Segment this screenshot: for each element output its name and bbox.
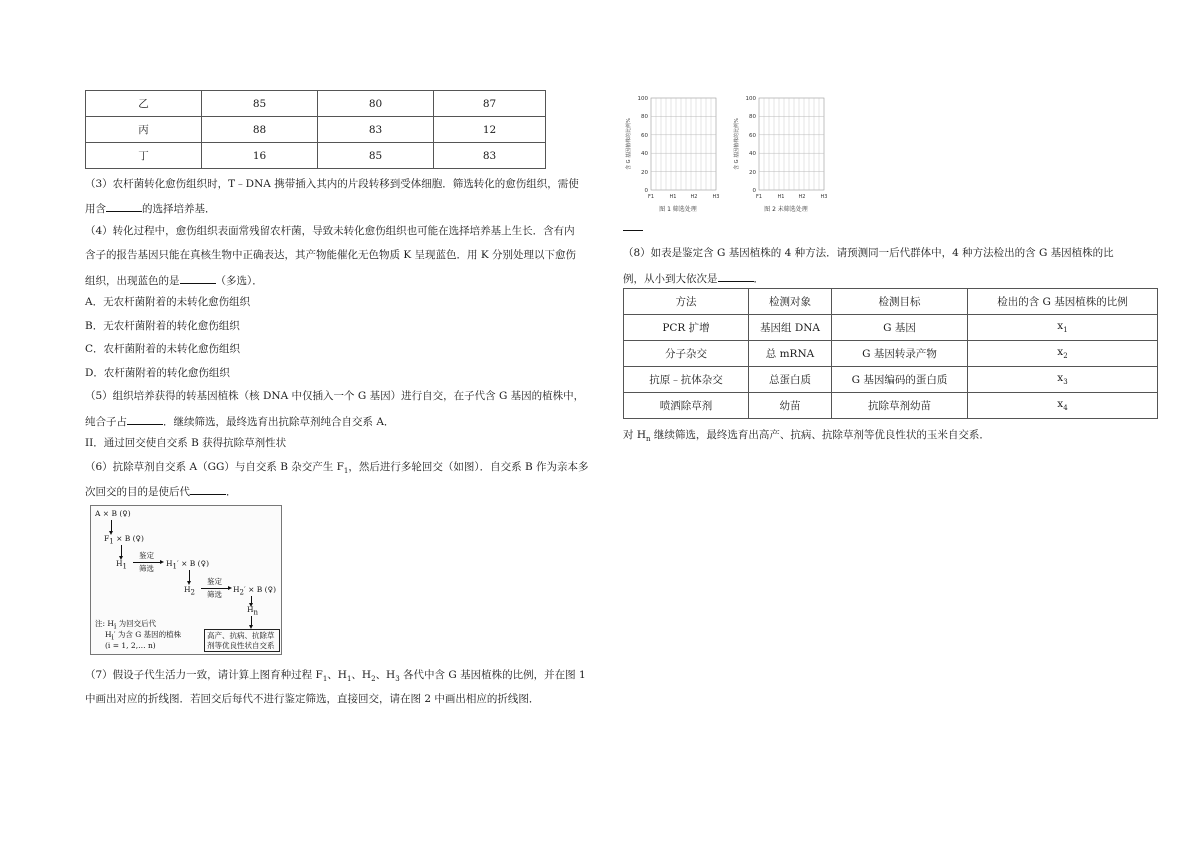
label: ′: [113, 630, 116, 639]
table-row: [624, 367, 1158, 393]
answer-blank: [190, 483, 226, 495]
y-tick-label: 100: [637, 96, 648, 102]
label: H: [233, 585, 240, 594]
subscript: 1: [109, 537, 114, 546]
result-box: [204, 629, 280, 652]
label: × B (♀): [245, 585, 277, 594]
y-tick-label: 60: [749, 133, 756, 139]
label: H: [247, 605, 254, 614]
subscript: 2: [190, 588, 196, 597]
label: × B (♀): [178, 559, 210, 568]
variable: x: [1057, 320, 1064, 333]
final-paragraph: [623, 428, 990, 446]
x-tick-label: H3: [820, 194, 828, 200]
method-table: [623, 288, 1158, 419]
chart-grid: [651, 98, 716, 190]
q6-text: ，然后进行多轮回交（如图）．自交系 B 作为亲本多: [348, 461, 589, 473]
subscript: 3: [1063, 378, 1068, 387]
q5-text: ．继续筛选，最终选育出抗除草剂纯合自交系 A．: [163, 416, 395, 428]
table-cell: 88: [202, 117, 318, 143]
result-text: 高产、抗病、抗除草: [207, 631, 275, 640]
table-cell: 16: [202, 143, 318, 169]
table-row: [86, 91, 546, 117]
screen-label: 筛选: [207, 590, 222, 599]
subscript: 4: [1063, 404, 1068, 413]
table-cell: 83: [434, 143, 546, 169]
table-cell: 80: [318, 91, 434, 117]
y-tick-label: 40: [749, 151, 756, 157]
table-cell: 丙: [86, 117, 202, 143]
right-arrow: [201, 588, 229, 589]
label: 注: H: [95, 619, 114, 628]
table-cell: [968, 315, 1158, 341]
q7-text: 各代中含 G 基因植株的比例，并在图 1: [399, 669, 586, 681]
q4-text: 组织，出现蓝色的是: [85, 275, 180, 287]
table-cell: 丁: [86, 143, 202, 169]
x-tick-label: H3: [712, 194, 720, 200]
q4-line2: 含子的报告基因只能在真核生物中正确表达，其产物能催化无色物质 K 呈现蓝色．用 K 分别处理以下愈伤: [85, 249, 577, 261]
result-text: 剂等优良性状自交系: [207, 641, 275, 650]
table-cell: 分子杂交: [624, 341, 749, 367]
table-cell: 12: [434, 117, 546, 143]
q7-text: 、H: [375, 669, 396, 681]
final-text: 继续筛选，最终选育出高产、抗病、抗除草剂等优良性状的玉米自交系．: [650, 429, 990, 441]
table-cell: 总 mRNA: [749, 341, 832, 367]
answer-blank: [180, 272, 216, 284]
q7-text: 、H: [351, 669, 372, 681]
table-cell: 乙: [86, 91, 202, 117]
table-cell: 抗除草剂幼苗: [832, 393, 968, 419]
subscript: 1: [343, 467, 349, 476]
down-arrow: [251, 596, 252, 604]
answer-blank: [718, 270, 754, 282]
diagram-note: (i = 1, 2,… n): [105, 641, 156, 650]
table-cell: 总蛋白质: [749, 367, 832, 393]
label: H: [116, 559, 123, 568]
subscript: 1: [122, 562, 128, 571]
q3-text: 的选择培养基．: [142, 203, 216, 215]
label: ′: [177, 559, 179, 568]
option-a: A．无农杆菌附着的未转化愈伤组织: [85, 296, 251, 308]
label: × B (♀): [113, 534, 144, 543]
table-cell: [968, 341, 1158, 367]
subscript: i: [113, 622, 117, 631]
subscript: 1: [322, 675, 328, 684]
blank-chart-2: [731, 92, 831, 216]
answer-blank: [127, 413, 163, 425]
diagram-cross-ab: A × B (♀): [95, 509, 131, 518]
diagram-f1: [104, 534, 144, 547]
result-table: [85, 90, 546, 169]
table-header-cell: 检测对象: [749, 289, 832, 315]
q8-text: 例，从小到大依次是: [623, 273, 718, 285]
q4-line1: （4）转化过程中，愈伤组织表面常残留农杆菌，导致未转化愈伤组织也可能在选择培养基上生长．含有内: [85, 225, 575, 237]
subscript: 2: [239, 588, 245, 597]
diagram-h2-prime: [233, 585, 276, 598]
diagram-h1: [116, 559, 127, 572]
chart-caption: 图 1 筛选处理: [659, 206, 697, 213]
blank-chart-1: [623, 92, 723, 216]
q8-line1: （8）如表是鉴定含 G 基因植株的 4 种方法．请预测同一后代群体中，4 种方法检出的含 G 基因植株的比: [623, 247, 1114, 259]
q8-text: ．: [753, 273, 764, 285]
subscript: 1: [346, 675, 352, 684]
label: F: [104, 534, 110, 543]
y-tick-label: 80: [641, 114, 648, 120]
x-tick-label: H1: [669, 194, 677, 200]
subscript: 2: [1063, 352, 1068, 361]
q7-text: （7）假设子代生活力一致，请计算上图育种过程 F: [85, 669, 323, 681]
screen-label: 筛选: [139, 564, 154, 573]
table-cell: 喷洒除草剂: [624, 393, 749, 419]
q6-text: 次回交的目的是使后代: [85, 486, 190, 498]
final-text: 对 H: [623, 429, 646, 441]
table-cell: 抗原﹣抗体杂交: [624, 367, 749, 393]
table-cell: [968, 367, 1158, 393]
table-row: [624, 315, 1158, 341]
y-tick-label: 0: [644, 188, 648, 194]
down-arrow: [251, 616, 252, 626]
table-header-cell: 方法: [624, 289, 749, 315]
y-tick-label: 60: [641, 133, 648, 139]
q3-text: 用含: [85, 203, 106, 215]
table-cell: G 基因: [832, 315, 968, 341]
q7-line1: [85, 668, 586, 686]
q3-line2: [85, 200, 216, 216]
table-row: [86, 143, 546, 169]
diagram-h2: [184, 585, 195, 598]
separator-dash: [623, 230, 643, 231]
option-c: C．农杆菌附着的未转化愈伤组织: [85, 343, 241, 355]
y-tick-label: 20: [749, 170, 756, 176]
table-cell: 基因组 DNA: [749, 315, 832, 341]
label: 为含 G 基因的植株: [115, 630, 182, 639]
q6-line1: [85, 460, 589, 478]
y-tick-label: 80: [749, 114, 756, 120]
label: ′: [244, 585, 246, 594]
table-header-row: [624, 289, 1158, 315]
table-cell: PCR 扩增: [624, 315, 749, 341]
y-tick-label: 0: [752, 188, 756, 194]
q7-text: 、H: [327, 669, 347, 681]
table-cell: [968, 393, 1158, 419]
chart-grid: [759, 98, 824, 190]
option-d: D．农杆菌附着的转化愈伤组织: [85, 367, 230, 379]
down-arrow: [121, 545, 122, 557]
table-header-cell: 检测目标: [832, 289, 968, 315]
label: H: [184, 585, 191, 594]
table-row: [624, 393, 1158, 419]
q5-line1: （5）组织培养获得的转基因植株（核 DNA 中仅插入一个 G 基因）进行自交，在子代含 G 基因的植株中，: [85, 390, 585, 402]
diagram-hn: [247, 605, 258, 618]
table-cell: 85: [202, 91, 318, 117]
variable: x: [1057, 398, 1064, 411]
diagram-h1-prime: [166, 559, 209, 572]
answer-blank: [106, 200, 142, 212]
table-cell: 87: [434, 91, 546, 117]
x-tick-label: F1: [647, 194, 655, 200]
q6-line2: [85, 483, 237, 499]
subscript: i: [111, 633, 114, 642]
subscript: n: [646, 435, 651, 444]
subscript: 1: [1063, 326, 1068, 335]
right-arrow: [133, 562, 161, 563]
x-tick-label: F1: [755, 194, 763, 200]
label: 为回交后代: [116, 619, 157, 628]
y-tick-label: 40: [641, 151, 648, 157]
variable: x: [1057, 372, 1064, 385]
table-row: [624, 341, 1158, 367]
q4-text: （多选）．: [215, 275, 263, 287]
table-cell: 83: [318, 117, 434, 143]
subscript: 1: [172, 562, 178, 571]
y-axis-label: 含 G 基因植株的比例%: [626, 118, 632, 170]
q5-text: 纯合子占: [85, 416, 127, 428]
table-header-cell: 检出的含 G 基因植株的比例: [968, 289, 1158, 315]
table-cell: G 基因转录产物: [832, 341, 968, 367]
y-tick-label: 20: [641, 170, 648, 176]
label: H: [166, 559, 173, 568]
q4-line3: [85, 272, 263, 288]
q7-line2: 中画出对应的折线图．若回交后每代不进行鉴定筛选，直接回交，请在图 2 中画出相应的折线图．: [85, 693, 540, 705]
down-arrow: [189, 570, 190, 582]
q6-text: ．: [226, 486, 237, 498]
subscript: n: [253, 608, 259, 617]
y-axis-label: 含 G 基因植株的比例%: [734, 118, 740, 170]
variable: x: [1057, 346, 1064, 359]
table-cell: G 基因编码的蛋白质: [832, 367, 968, 393]
table-cell: 85: [318, 143, 434, 169]
section-heading: II．通过回交使自交系 B 获得抗除草剂性状: [85, 437, 287, 449]
x-tick-label: H1: [777, 194, 785, 200]
y-tick-label: 100: [745, 96, 756, 102]
q8-line2: [623, 270, 764, 286]
x-tick-label: H2: [690, 194, 698, 200]
q5-line2: [85, 413, 394, 429]
q3-line1: （3）农杆菌转化愈伤组织时，T﹣DNA 携带插入其内的片段转移到受体细胞．筛选转化的愈伤组织，需使: [85, 178, 579, 190]
x-tick-label: H2: [798, 194, 806, 200]
screen-label: 鉴定: [139, 551, 154, 560]
option-b: B．无农杆菌附着的转化愈伤组织: [85, 320, 240, 332]
q6-text: （6）抗除草剂自交系 A（GG）与自交系 B 杂交产生 F: [85, 461, 344, 473]
backcross-diagram: [90, 505, 282, 655]
table-row: [86, 117, 546, 143]
chart-caption: 图 2 未筛选处理: [764, 206, 808, 213]
subscript: 3: [395, 675, 400, 684]
subscript: 2: [371, 675, 376, 684]
down-arrow: [111, 520, 112, 532]
table-cell: 幼苗: [749, 393, 832, 419]
label: H: [105, 630, 112, 639]
screen-label: 鉴定: [207, 577, 222, 586]
